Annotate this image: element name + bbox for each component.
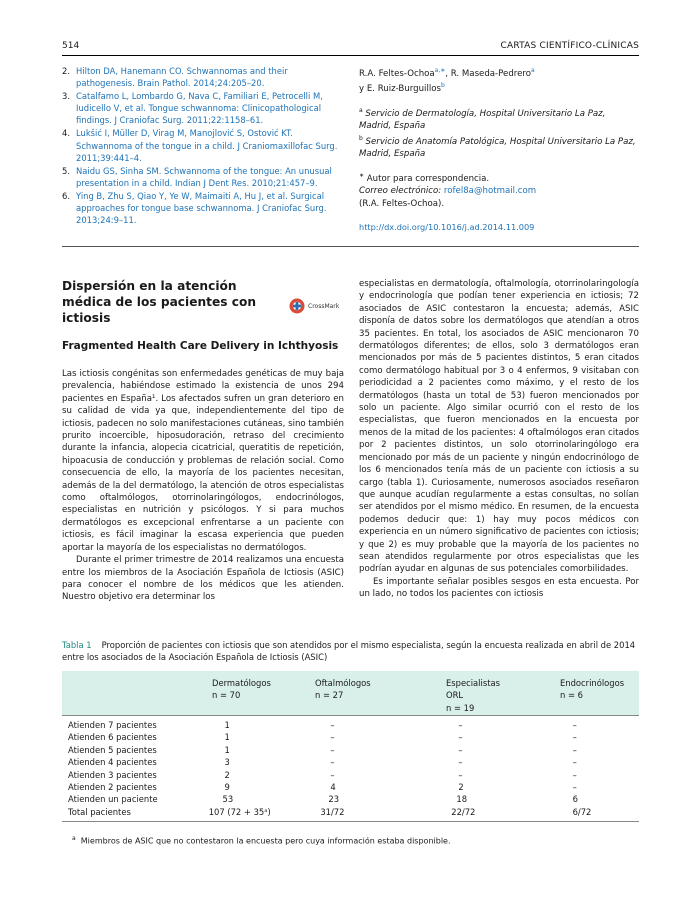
email-line: Correo electrónico: rofel8a@hotmail.com bbox=[359, 186, 537, 197]
paragraph: Las ictiosis congénitas son enfermedades genéticas de muy baja prevalencia, habiéndose estimado la existencia de unos 294 pacientes en España¹. Los afectados sufren un gran deterioro en su calidad de vida ya que, independientemente del tipo de ictiosis, padecen no solo manifestaciones cutáneas, sino también prurito incoercible, hiposudoración, retraso del crecimiento durante la infancia, alopecia cicatricial, queratitis de repetición, hipoacusia de conducción y problemas de relación social. Como consecuencia de ello, la mayoría de los pacientes necesitan, además de la del dermatólogo, la atención de otros especialistas como oftalmólogos, otorrinolaringólogos, endocrinólogos, especialistas en nutrición y psicólogos. Y si para muchos dermatólogos es excepcional enfrentarse a un paciente con ictiosis, es fácil imaginar la escasa experiencia que pueden aportar la mayoría de los especialistas no dermatólogos. bbox=[62, 369, 344, 553]
table-row: Atienden 7 pacientes 1 – – – bbox=[68, 720, 577, 730]
table-row: Atienden 6 pacientes 1 – – – bbox=[68, 732, 577, 743]
correspondence: ∗ Autor para correspondencia. bbox=[359, 172, 490, 184]
table-label: Tabla 1 bbox=[62, 640, 92, 650]
article-title: Dispersión en la atención médica de los pacientes con ictiosis bbox=[62, 279, 256, 325]
table-row: Atienden 4 pacientes 3 – – – bbox=[68, 757, 577, 768]
email-name: (R.A. Feltes-Ochoa). bbox=[359, 199, 445, 210]
paragraph: Durante el primer trimestre de 2014 realizamos una encuesta entre los miembros de la Asociación Española de Ictiosis (ASIC) para conocer el nombre de los médicos que les atienden. Nuestro objetivo era determinar los bbox=[62, 555, 344, 603]
table-footnote: $^a$ Miembros de ASIC que no contestaron la encuesta pero cuya información estaba disponible. bbox=[72, 835, 451, 846]
crossmark-icon bbox=[289, 298, 305, 314]
email-link[interactable]: rofel8a@hotmail.com bbox=[443, 186, 537, 197]
reference-item: 4. Lukšić I, Müller D, Virag M, Manojlović S, Ostović KT. Schwannoma of the tongue in a child. J Craniomaxillofac Surg. 2011;39:441–4. bbox=[62, 127, 344, 163]
header-rule bbox=[62, 55, 639, 56]
page-number: 514 bbox=[62, 41, 80, 51]
table-row: Atienden 5 pacientes 1 – – – bbox=[68, 744, 577, 755]
table-row: Atienden 2 pacientes 9 4 2 – bbox=[68, 781, 577, 792]
column-header: Endocrinólogos n = 6 bbox=[560, 678, 625, 701]
column-header: Dermatólogos n = 70 bbox=[212, 678, 271, 701]
reference-link[interactable]: Lukšić I, Müller D, Virag M, Manojlović S, Ostović KT. Schwannoma of the tongue in a child. J Craniomaxillofac Surg. 2011;39:441–4. bbox=[76, 128, 338, 163]
column-header: Oftalmólogos n = 27 bbox=[315, 678, 371, 701]
affiliation-b: $^b$ Servicio de Anatomía Patológica, Hospital Universitario La Paz, Madrid, España bbox=[359, 134, 636, 160]
table-row: Atienden 3 pacientes 2 – – – bbox=[68, 769, 577, 780]
reference-list bbox=[62, 65, 344, 227]
paragraph: especialistas en dermatología, oftalmología, otorrinolaringología y endocrinología que podían tener experiencia en ictiosis; 72 asociados de ASIC contestaron la encuesta; además, ASIC disponía de datos sobre los dermatólogos que atendían a otros 35 pacientes. En total, los asociados de ASIC mencionaron 70 dermatólogos diferentes; de ellos, solo 3 dermatólogos eran mencionados por más de 5 pacientes distintos, 5 eran citados como dermatólogo habitual por 3 o 4 enfermos, 9 visitaban con periodicidad a 2 pacientes como máximo, y el resto de los dermatólogos (hasta un total de 53) fueron mencionados por solo un paciente. Algo similar ocurrió con el resto de los especialistas, que fueron mencionados en la encuesta por menos de la mitad de los pacientes: 4 oftalmólogos eran citados por 2 pacientes distintos, un solo otorrinolaringólogo era mencionado por más de un paciente y ningún endocrinólogo de los 6 mencionados tenía más de un paciente con ictiosis a su cargo (tabla 1). Curiosamente, numerosos asociados reseñaron que aunque acudían regularmente a estas consultas, no solían ser atendidos por el mismo médico. En resumen, de la encuesta podemos deducir que: 1) hay muy pocos médicos con experiencia en un número significativo de pacientes con ictiosis; y que 2) es muy probable que la mayoría de los pacientes no sean atendidos regularmente por otros especialistas que les podrían ayudar en algunas de sus potenciales comorbilidades. bbox=[359, 279, 639, 575]
section-rule bbox=[62, 246, 639, 247]
body-column-1 bbox=[62, 368, 344, 604]
reference-item: 2. Hilton DA, Hanemann CO. Schwannomas and their pathogenesis. Brain Pathol. 2014;24:205–20. bbox=[62, 65, 344, 89]
reference-link[interactable]: Naidu GS, Sinha SM. Schwannoma of the tongue: An unusual presentation in a child. Indian J Dent Res. 2010;21:457–9. bbox=[76, 165, 332, 188]
table-row: Total pacientes 107 (72 + 35ᵃ) 31/72 22/72 6/72 bbox=[68, 806, 592, 817]
reference-link[interactable]: Ying B, Zhu S, Qiao Y, Ye W, Maimaiti A, Hu J, et al. Surgical approaches for tongue base schwannoma. J Craniofac Surg. 2013;24:9–11. bbox=[76, 190, 327, 226]
table-body bbox=[62, 716, 639, 821]
affiliation-a: $^a$ Servicio de Dermatología, Hospital Universitario La Paz, Madrid, España bbox=[359, 106, 606, 132]
reference-link[interactable]: Hilton DA, Hanemann CO. Schwannomas and their pathogenesis. Brain Pathol. 2014;24:205–20. bbox=[76, 66, 288, 89]
doi-link[interactable]: http://dx.doi.org/10.1016/j.ad.2014.11.009 bbox=[359, 221, 535, 232]
data-table bbox=[62, 671, 639, 822]
table-header bbox=[62, 671, 639, 715]
reference-item: 6. Ying B, Zhu S, Qiao Y, Ye W, Maimaiti A, Hu J, et al. Surgical approaches for tongue base schwannoma. J Craniofac Surg. 2013;24:9–11. bbox=[62, 190, 344, 226]
table-bottom-rule bbox=[62, 821, 639, 822]
reference-link[interactable]: Catalfamo L, Lombardo G, Nava C, Familiari E, Petrocelli M, Iudicello V, et al. Tongue schwannoma: Clinicopathological findings. J Craniofac Surg. 2011;22:1158–61. bbox=[76, 91, 323, 126]
crossmark-label: CrossMark bbox=[308, 302, 340, 310]
crossmark-badge[interactable] bbox=[289, 297, 345, 315]
running-header: CARTAS CIENTÍFICO-CLÍNICAS bbox=[500, 41, 639, 51]
body-column-2 bbox=[359, 278, 639, 601]
paragraph: Es importante señalar posibles sesgos en esta encuesta. Por un lado, no todos los pacientes con ictiosis bbox=[359, 576, 639, 600]
reference-item: 5. Naidu GS, Sinha SM. Schwannoma of the tongue: An unusual presentation in a child. Indian J Dent Res. 2010;21:457–9. bbox=[62, 165, 344, 189]
author-block bbox=[359, 65, 639, 233]
column-header: Especialistas ORL n = 19 bbox=[446, 678, 500, 713]
article-subtitle: Fragmented Health Care Delivery in Ichthyosis bbox=[62, 340, 339, 352]
table-row: Atienden un paciente 53 23 18 6 bbox=[68, 794, 578, 805]
author-line: R.A. Feltes-Ochoa$^{a,∗}$, R. Maseda-Pedrero$^a$ bbox=[359, 67, 535, 79]
author-line: y E. Ruiz-Burguillos$^b$ bbox=[359, 82, 445, 95]
reference-item: 3. Catalfamo L, Lombardo G, Nava C, Familiari E, Petrocelli M, Iudicello V, et al. Tongue schwannoma: Clinicopathological findings. J Craniofac Surg. 2011;22:1158–61. bbox=[62, 90, 344, 126]
table-caption: Tabla 1 Proporción de pacientes con ictiosis que son atendidos por el mismo especialista, según la encuesta realizada en abril de 2014 entre los asociados de la Asociación Española de Ictiosis (ASIC) bbox=[62, 640, 636, 663]
